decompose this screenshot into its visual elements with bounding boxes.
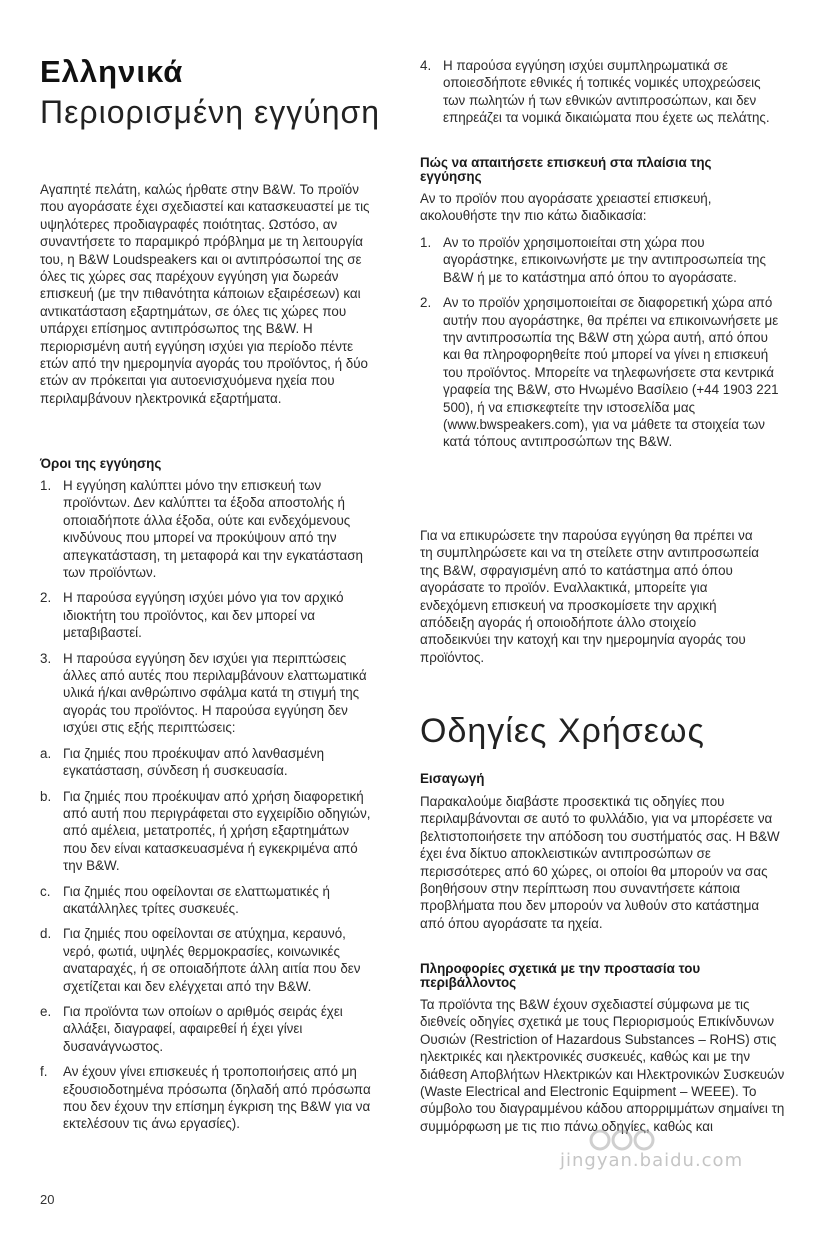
list-number: 2. — [420, 295, 432, 311]
watermark-text: jingyan.baidu.com — [560, 1150, 744, 1171]
repair-list — [420, 234, 785, 451]
repair-item-1 — [420, 234, 778, 286]
list-number: 3. — [40, 650, 52, 666]
page-number: 20 — [40, 1192, 55, 1207]
list-number: b. — [40, 788, 52, 804]
list-number: e. — [40, 1003, 52, 1019]
list-text: Αν το προϊόν χρησιμοποιείται σε διαφορετική χώρα από αυτήν που αγοράστηκε, θα πρέπει να επικοινωνήσετε με την αντιπροσωπία της B&W στη χώρα αυτή, από όπου και θα πληροφορηθείτε πού μπορεί να γίνει η επισκευή του προϊόντος. Μπορείτε να τηλεφωνήσετε στα κεντρικά γραφεία της B&W, στο Ηνωμένο Βασίλειο (+44 1903 221 500), ή να επισκεφτείτε την ιστοσελίδα μας (www.bwspeakers.com), για να μάθετε τα στοιχεία των κατά τόπους αντιπροσώπων της B&W. — [443, 295, 779, 450]
intro-text: Παρακαλούμε διαβάστε προσεκτικά τις οδηγίες που περιλαμβάνονται σε αυτό το φυλλάδιο, για να μπορέσετε να βελτιστοποιήσετε την απόδοση του συστήματός σας. Η B&W έχει ένα δίκτυο αποκλειστικών αντιπροσώπων σε περισσότερες από 60 χώρες, οι οποίοι θα μπορούν να σας βοηθήσουν στην περίπτωση που συναντήσετε κάποια προβλήματα που δεν μπορούν να λυθούν στο κατάστημα από όπου αγοράσατε τα ηχεία. — [420, 794, 780, 931]
environment-text: Τα προϊόντα της B&W έχουν σχεδιαστεί σύμφωνα με τις διεθνείς οδηγίες σχετικά με τους Περιορισμούς Επικίνδυνων Ουσιών (Restriction of Hazardous Substances – RoHS) στις ηλεκτρικές και ηλεκτρονικές συσκευές, καθώς και με την διάθεση Αποβλήτων Ηλεκτρικών και Ηλεκτρονικών Συσκευών (Waste Electrical and Electronic Equipment – WEEE). Το σύμβολο του διαγραμμένου κάδου απορριμμάτων σημαίνει τη συμμόρφωση με τις πιο πάνω οδηγίες, καθώς και — [420, 997, 785, 1134]
terms-item-d — [40, 925, 375, 995]
list-text: Για ζημιές που προέκυψαν από χρήση διαφορετική από αυτή που περιγράφεται στο εγχειρίδιο οδηγιών, από αμέλεια, μετατροπές, ή χρήση εξαρτημάτων που δεν είναι κατασκευασμένα ή εγκεκριμένα από την B&W. — [63, 788, 371, 874]
list-number: 2. — [40, 590, 52, 606]
terms-item-4 — [420, 57, 785, 127]
list-text: Η εγγύηση καλύπτει μόνο την επισκευή των προϊόντων. Δεν καλύπτει τα έξοδα αποστολής ή οποιαδήποτε άλλα έξοδα, ούτε και ενδεχόμενους κινδύνους που μπορεί να προκύψουν από την απεγκατάσταση, τη μεταφορά και την εγκατάσταση των προϊόντων. — [63, 478, 363, 581]
terms-item-2 — [40, 589, 375, 641]
terms-item-1 — [40, 477, 375, 581]
list-text: Η παρούσα εγγύηση δεν ισχύει για περιπτώσεις άλλες από αυτές που περιλαμβάνουν ελαττωματικά υλικά ή/και ανθρώπινο σφάλμα κατά τη στιγμή της αγοράς του προϊόντος. Η παρούσα εγγύηση δεν ισχύει στις εξής περιπτώσεις: — [63, 650, 367, 736]
terms-item-3 — [40, 650, 375, 737]
language-heading: Ελληνικά — [40, 54, 184, 89]
list-text: Η παρούσα εγγύηση ισχύει συμπληρωματικά σε οποιεσδήποτε εθνικές ή τοπικές νομικές υποχρεώσεις των πωλητών ή των εθνικών αντιπροσώπων, και δεν επηρεάζει τα νομικά δικαιώματα που έχετε ως πελάτης. — [443, 58, 770, 126]
list-number: f. — [40, 1064, 48, 1080]
terms-item-e — [40, 1003, 375, 1055]
repair-heading: Πώς να απαιτήσετε επισκευή στα πλαίσια της εγγύησης — [420, 155, 712, 184]
list-text: Αν το προϊόν χρησιμοποιείται στη χώρα που αγοράστηκε, επικοινωνήστε με την αντιπροσωπεία της B&W ή με το κατάστημα από όπου το αγοράσατε. — [443, 235, 766, 285]
list-number: d. — [40, 926, 52, 942]
terms-item-f — [40, 1063, 375, 1133]
list-text: Αν έχουν γίνει επισκευές ή τροποποιήσεις από μη εξουσιοδοτημένα πρόσωπα (δηλαδή από πρόσωπα που δεν έχουν την επίσημη έγκριση της B&W για να εκτελέσουν τις άνω εργασίες). — [63, 1064, 371, 1132]
list-number: a. — [40, 745, 52, 761]
repair-closing: Για να επικυρώσετε την παρούσα εγγύηση θα πρέπει να τη συμπληρώσετε και να τη στείλετε στην αντιπροσωπεία της B&W, σφραγισμένη από το κατάστημα από όπου αγοράσατε το προϊόν. Εναλλακτικά, μπορείτε για ενδεχόμενη επισκευή να προσκομίσετε την αρχική απόδειξη αγοράς ή οποιοδήποτε άλλο στοιχείο αποδεικνύει την κατοχή και την ημερομηνία αγοράς του προϊόντος. — [420, 528, 760, 665]
repair-item-2 — [420, 294, 785, 451]
environment-heading: Πληροφορίες σχετικά με την προστασία του περιβάλλοντος — [420, 961, 701, 990]
list-number: 4. — [420, 58, 432, 73]
list-text: Για ζημιές που οφείλονται σε ατύχημα, κεραυνό, νερό, φωτιά, υψηλές θερμοκρασίες, κοινωνικές αναταραχές, ή σε οποιαδήποτε άλλη αιτία που δεν σχετίζεται και δεν ελέγχεται από την B&W. — [63, 926, 361, 994]
list-text: Για ζημιές που προέκυψαν από λανθασμένη εγκατάσταση, σύνδεση ή συσκευασία. — [63, 745, 325, 779]
repair-intro: Αν το προϊόν που αγοράσατε χρειαστεί επισκευή, ακολουθήστε την πιο κάτω διαδικασία: — [420, 191, 712, 224]
terms-heading: Όροι της εγγύησης — [40, 456, 162, 471]
terms-list — [40, 477, 375, 1133]
list-number: 1. — [40, 478, 52, 493]
intro-paragraph: Αγαπητέ πελάτη, καλώς ήρθατε στην B&W. Το προϊόν που αγοράσατε έχει σχεδιαστεί και κατασκευαστεί με τις υψηλότερες προδιαγραφές ποιότητας. Ωστόσο, αν συναντήσετε το παραμικρό πρόβλημα με τη λειτουργία του, η B&W Loudspeakers και οι αντιπρόσωποί της σε όλες τις χώρες σας παρέχουν εγγύηση για δωρεάν επισκευή (με την πιθανότητα κάποιων εξαιρέσεων) και αντικατάσταση εξαρτημάτων, σε όλες τις χώρες που υπάρχει επίσημος αντιπρόσωπος της B&W. Η περιορισμένη αυτή εγγύηση ισχύει για περίοδο πέντε ετών από την ημερομηνία αγοράς του προϊόντος, ή δύο ετών αν πρόκειται για αυτοενισχυόμενα ηχεία που περιλαμβάνουν ηλεκτρονικά εξαρτήματα. — [40, 182, 370, 406]
terms-item-b — [40, 788, 375, 875]
page-title: Περιορισμένη εγγύηση — [40, 94, 381, 130]
list-text: Για προϊόντα των οποίων ο αριθμός σειράς έχει αλλάξει, διαγραφεί, αφαιρεθεί ή έχει γίνει δυσανάγνωστος. — [63, 1003, 343, 1054]
terms-item-a — [40, 745, 375, 780]
terms-item-c — [40, 883, 375, 918]
list-number: c. — [40, 883, 51, 899]
list-number: 1. — [420, 235, 432, 250]
intro-heading: Εισαγωγή — [420, 771, 485, 786]
list-text: Για ζημιές που οφείλονται σε ελαττωματικές ή ακατάλληλες τρίτες συσκευές. — [63, 883, 330, 916]
list-text: Η παρούσα εγγύηση ισχύει μόνο για τον αρχικό ιδιοκτήτη του προϊόντος, και δεν μπορεί να μεταβιβαστεί. — [63, 590, 344, 641]
instructions-title: Οδηγίες Χρήσεως — [420, 712, 705, 750]
